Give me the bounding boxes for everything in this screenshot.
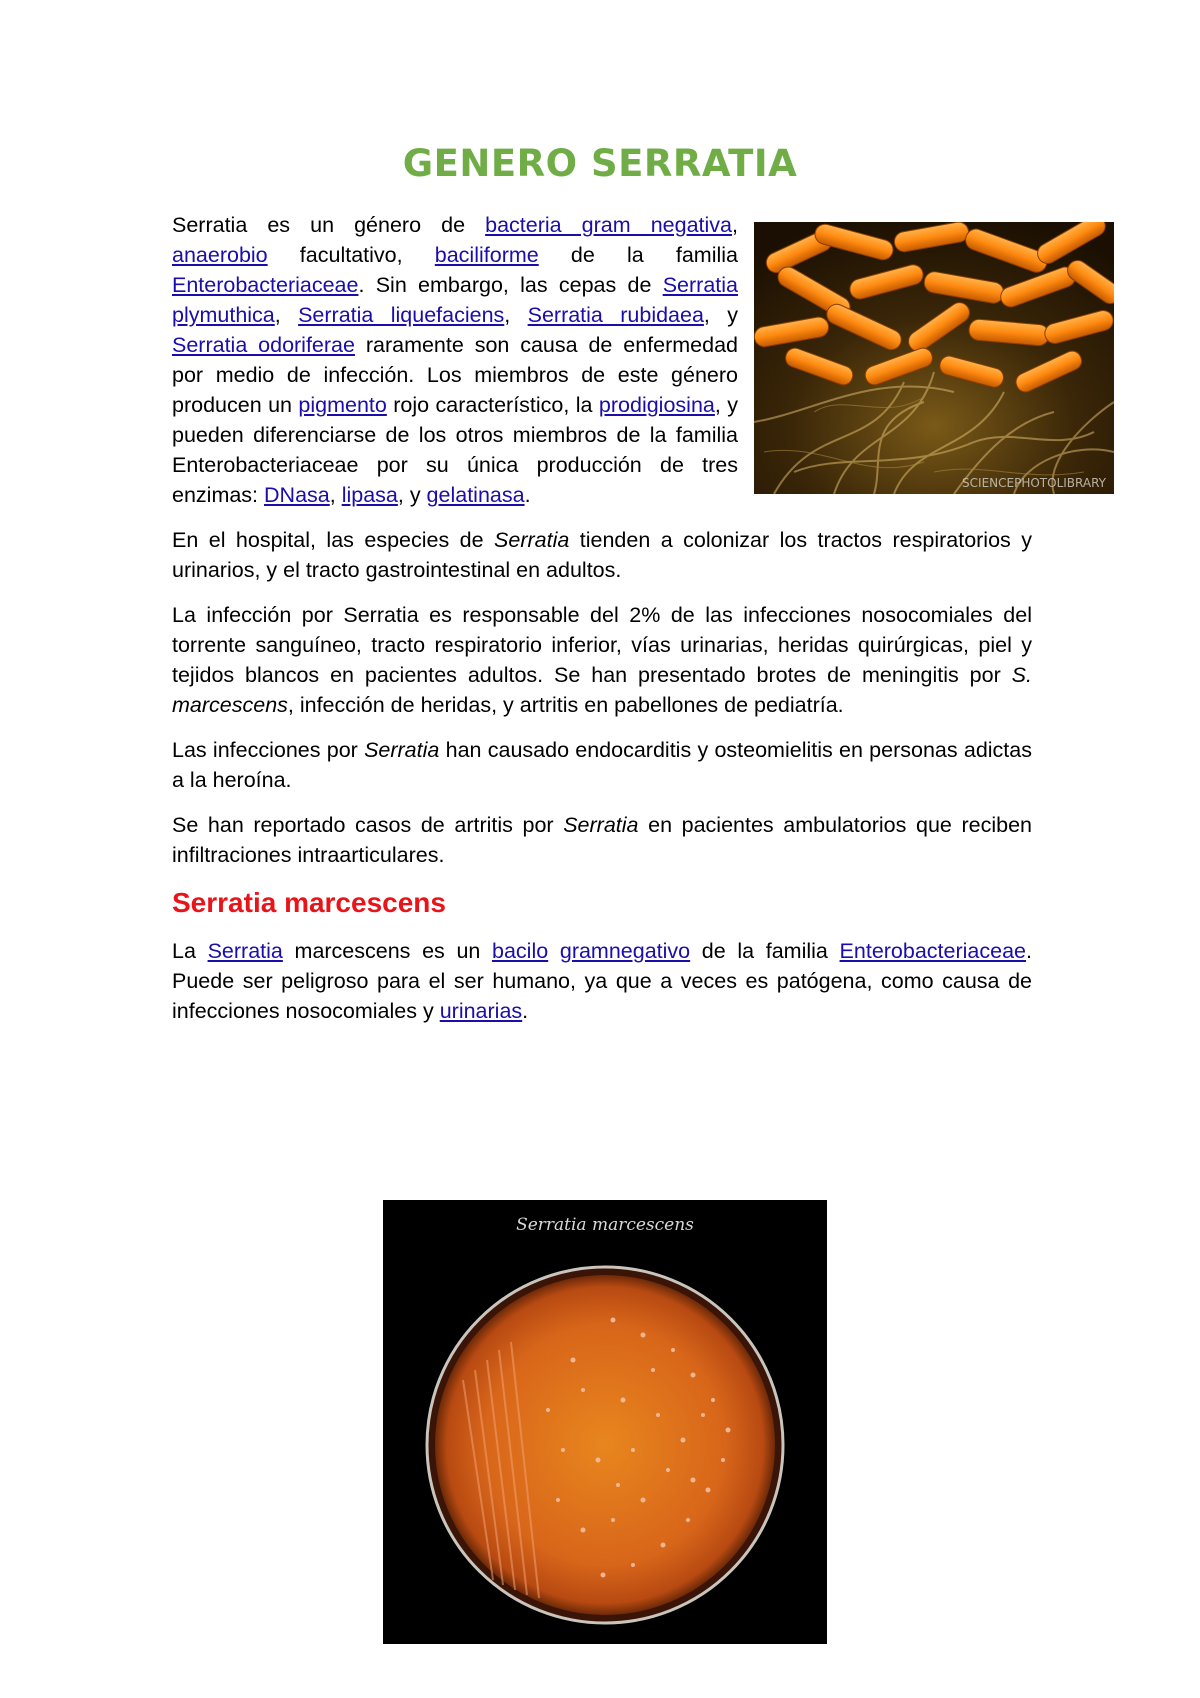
text-span: , xyxy=(274,303,299,327)
text-span: . xyxy=(522,999,529,1023)
link-serratia-liquefaciens[interactable]: Serratia liquefaciens xyxy=(298,303,505,327)
italic-term: Serratia xyxy=(494,528,570,552)
link-serratia-plymuthica[interactable]: Serratia plymuthica xyxy=(172,273,738,327)
arthritis-paragraph xyxy=(172,810,1032,870)
link-lipasa[interactable]: lipasa xyxy=(341,483,398,507)
bacteria-micrograph-image xyxy=(754,222,1114,494)
watermark-text: SCIENCEPHOTOLIBRARY xyxy=(962,476,1106,490)
intro-paragraph xyxy=(172,210,1106,510)
text-span: , infección de heridas, y artritis en pabellones de pediatría. xyxy=(287,693,844,717)
text-span: , xyxy=(732,213,738,237)
text-span: , xyxy=(504,303,528,327)
text-span: rojo característico, la xyxy=(386,393,599,417)
page-title: GENERO SERRATIA xyxy=(402,142,798,185)
text-span: . xyxy=(524,483,531,507)
link-prodigiosina[interactable]: prodigiosina xyxy=(598,393,715,417)
endocarditis-paragraph xyxy=(172,735,1032,795)
link-anaerobio[interactable]: anaerobio xyxy=(172,243,268,267)
text-span: Se han reportado casos de artritis por xyxy=(172,813,564,837)
infection-paragraph xyxy=(172,600,1032,720)
link-dnasa[interactable]: DNasa xyxy=(264,483,330,507)
text-span: . Puede ser peligroso para el ser humano, ya que a veces es patógena, como causa de infecciones nosocomiales y xyxy=(172,939,1032,1023)
link-baciliforme[interactable]: baciliforme xyxy=(434,243,539,267)
document-body xyxy=(172,210,1106,1041)
link-pigmento[interactable]: pigmento xyxy=(298,393,387,417)
text-span: , y xyxy=(703,303,738,327)
hospital-paragraph xyxy=(172,525,1032,585)
link-urinarias[interactable]: urinarias xyxy=(439,999,523,1023)
text-span: La xyxy=(172,939,208,963)
text-span: Serratia es un género de xyxy=(172,213,486,237)
link-bacteria-gram-negativa[interactable]: bacteria gram negativa xyxy=(485,213,733,237)
marcescens-paragraph xyxy=(172,936,1032,1026)
text-span: , xyxy=(329,483,342,507)
text-span: , y pueden diferenciarse de los otros miembros de la familia Enterobacteriaceae por su única producción de tres enzimas: xyxy=(172,393,739,507)
text-span: tienden a colonizar los tractos respiratorios y urinarios, y el tracto gastrointestinal en adultos. xyxy=(172,528,1032,582)
petri-dish-image xyxy=(383,1200,827,1644)
image-caption: Serratia marcescens xyxy=(516,1215,694,1235)
link-serratia[interactable]: Serratia xyxy=(207,939,283,963)
text-span: , y xyxy=(397,483,427,507)
text-span: de la familia xyxy=(538,243,738,267)
text-span: en pacientes ambulatorios que reciben infiltraciones intraarticulares. xyxy=(172,813,1033,867)
text-span: raramente son causa de enfermedad por medio de infección. Los miembros de este género producen un xyxy=(172,333,738,417)
italic-term: Serratia xyxy=(364,738,440,762)
text-span: La infección por Serratia es responsable del 2% de las infecciones nosocomiales del torrente sanguíneo, tracto respiratorio inferior, vías urinarias, heridas quirúrgicas, piel y tejidos blancos en pacientes adultos. Se han presentado brotes de meningitis por xyxy=(172,603,1032,687)
italic-term: S. marcescens xyxy=(172,663,1032,717)
text-span: Las infecciones por xyxy=(172,738,365,762)
section-heading: Serratia marcescens xyxy=(172,887,446,918)
link-enterobacteriaceae-2[interactable]: Enterobacteriaceae xyxy=(839,939,1027,963)
text-span xyxy=(548,939,560,963)
text-span: han causado endocarditis y osteomielitis en personas adictas a la heroína. xyxy=(172,738,1032,792)
text-span: facultativo, xyxy=(267,243,435,267)
link-gelatinasa[interactable]: gelatinasa xyxy=(426,483,525,507)
text-span: de la familia xyxy=(690,939,840,963)
link-bacilo[interactable]: bacilo xyxy=(492,939,549,963)
link-gramnegativo[interactable]: gramnegativo xyxy=(559,939,691,963)
text-span: marcescens es un xyxy=(282,939,493,963)
link-serratia-rubidaea[interactable]: Serratia rubidaea xyxy=(527,303,704,327)
link-serratia-odoriferae[interactable]: Serratia odoriferae xyxy=(172,333,355,357)
text-span: En el hospital, las especies de xyxy=(172,528,495,552)
text-span: . Sin embargo, las cepas de xyxy=(358,273,663,297)
link-enterobacteriaceae[interactable]: Enterobacteriaceae xyxy=(172,273,359,297)
italic-term: Serratia xyxy=(563,813,639,837)
